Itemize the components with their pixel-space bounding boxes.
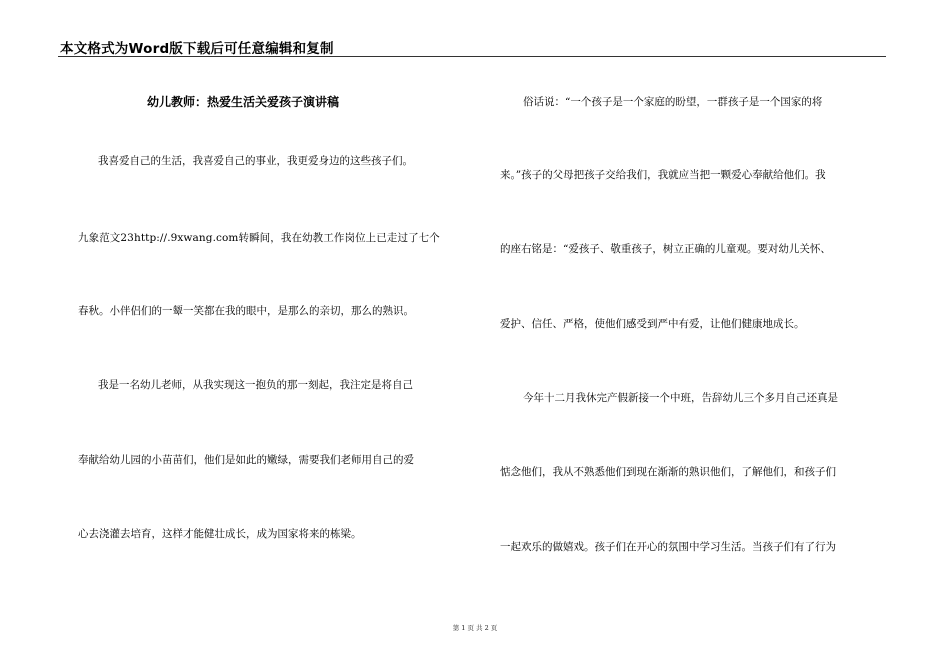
header-divider — [58, 56, 886, 57]
paragraph-line: 来。”孩子的父母把孩子交给我们，我就应当把一颗爱心奉献给他们。我 — [500, 169, 826, 181]
paragraph-line: 我喜爱自己的生活，我喜爱自己的事业，我更爱身边的这些孩子们。 — [98, 155, 413, 167]
page-number: 第 1 页 共 2 页 — [452, 624, 498, 632]
paragraph-line: 奉献给幼儿园的小苗苗们，他们是如此的嫩绿，需要我们老师用自己的爱 — [78, 454, 414, 466]
paragraph-line: 爱护、信任、严格，使他们感受到严中有爱，让他们健康地成长。 — [500, 318, 805, 330]
paragraph-line: 我是一名幼儿老师，从我实现这一抱负的那一刻起，我注定是将自己 — [98, 379, 413, 391]
paragraph-line: 俗话说：“一个孩子是一个家庭的盼望，一群孩子是一个国家的将 — [523, 96, 823, 108]
paragraph-line: 惦念他们，我从不熟悉他们到现在渐渐的熟识他们，了解他们，和孩子们 — [500, 466, 836, 478]
paragraph-line: 的座右铭是：“爱孩子、敬重孩子，树立正确的儿童观。要对幼儿关怀、 — [500, 243, 831, 255]
paragraph-line: 今年十二月我休完产假新接一个中班，告辞幼儿三个多月自己还真是 — [523, 392, 838, 404]
paragraph-line: 心去浇灌去培育，这样才能健壮成长，成为国家将来的栋梁。 — [78, 528, 362, 540]
paragraph-line: 一起欢乐的做嬉戏。孩子们在开心的氛围中学习生活。当孩子们有了行为 — [500, 541, 836, 553]
paragraph-line: 九象范文23http://.9xwang.com转瞬间，我在幼教工作岗位上已走过了七个 — [78, 232, 440, 244]
paragraph-line: 春秋。小伴侣们的一颦一笑都在我的眼中，是那么的亲切，那么的熟识。 — [78, 305, 414, 317]
document-title: 幼儿教师：热爱生活关爱孩子演讲稿 — [147, 95, 340, 109]
document-header: 本文格式为Word版下载后可任意编辑和复制 — [60, 41, 334, 57]
